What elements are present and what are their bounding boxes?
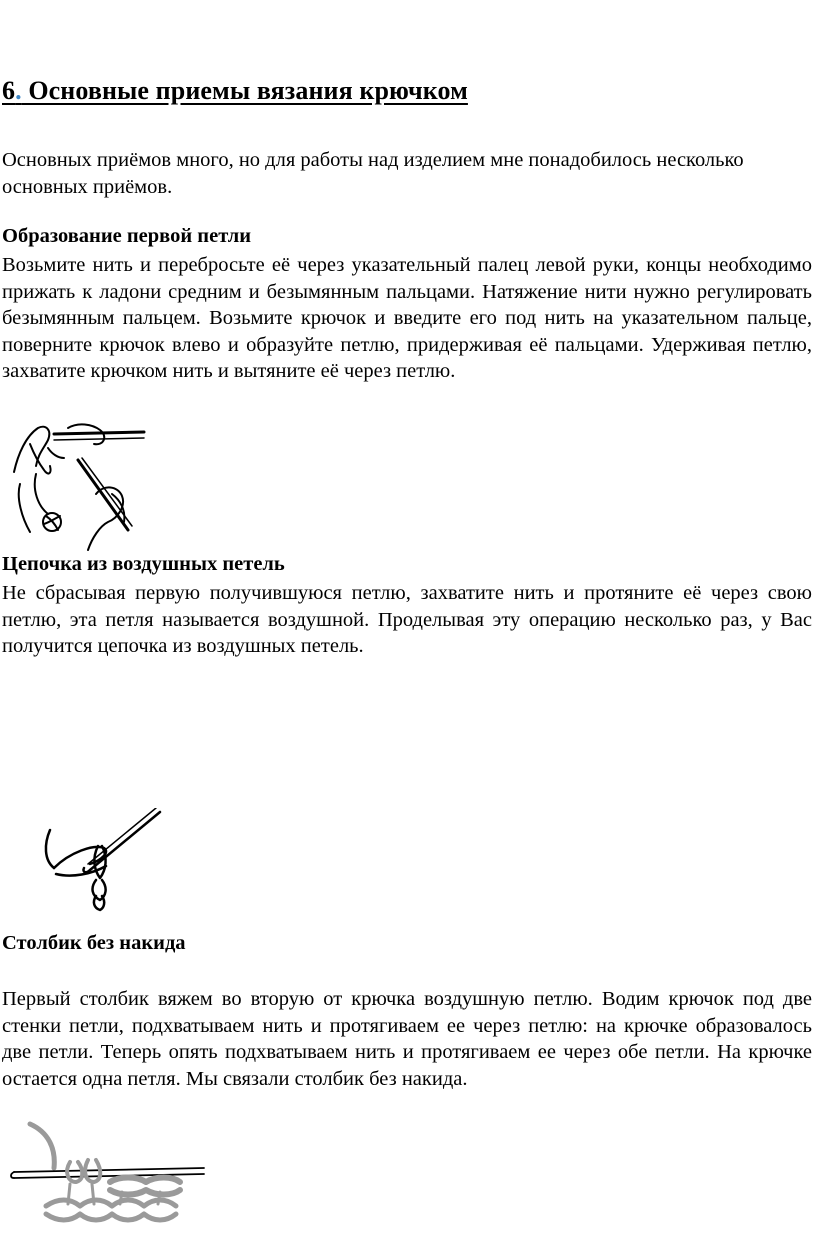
section-title-text: Основные приемы вязания крючком [21,76,468,105]
section-number: 6 [2,76,16,105]
section-dot: . [15,76,22,105]
first-loop-illustration [8,414,150,552]
intro-paragraph: Основных приёмов много, но для работы над изделием мне понадобилось несколько основных приёмов. [2,149,744,198]
section-title [2,76,468,106]
first-loop-paragraph: Возьмите нить и перебросьте её через указательный палец левой руки, концы необходимо прижать к ладони средним и безымянным пальцами. Натяжение нити нужно регулировать безымянным пальцем. Возьмите крючок и введите его под нить на указательном пальце, поверните крючок влево и образуйте петлю, придерживая её пальцами. Удерживая петлю, захватите крючком нить и вытяните её через петлю. [2,254,812,382]
single-crochet-illustration [10,1120,206,1232]
chain-heading: Цепочка из воздушных петель [2,553,285,575]
chain-illustration [36,808,162,912]
first-loop-heading: Образование первой петли [2,225,252,247]
single-crochet-paragraph: Первый столбик вяжем во вторую от крючка воздушную петлю. Водим крючок под две стенки петли, подхватываем нить и протягиваем ее через петлю: на крючке образовалось две петли. Теперь опять подхватываем нить и протягиваем ее через обе петли. На крючке остается одна петля. Мы связали столбик без накида. [2,988,812,1090]
single-crochet-heading: Столбик без накида [2,932,186,954]
chain-paragraph: Не сбрасывая первую получившуюся петлю, захватите нить и протяните её через свою петлю, эта петля называется воздушной. Проделывая эту операцию несколько раз, у Вас получится цепочка из воздушных петель. [2,582,812,657]
